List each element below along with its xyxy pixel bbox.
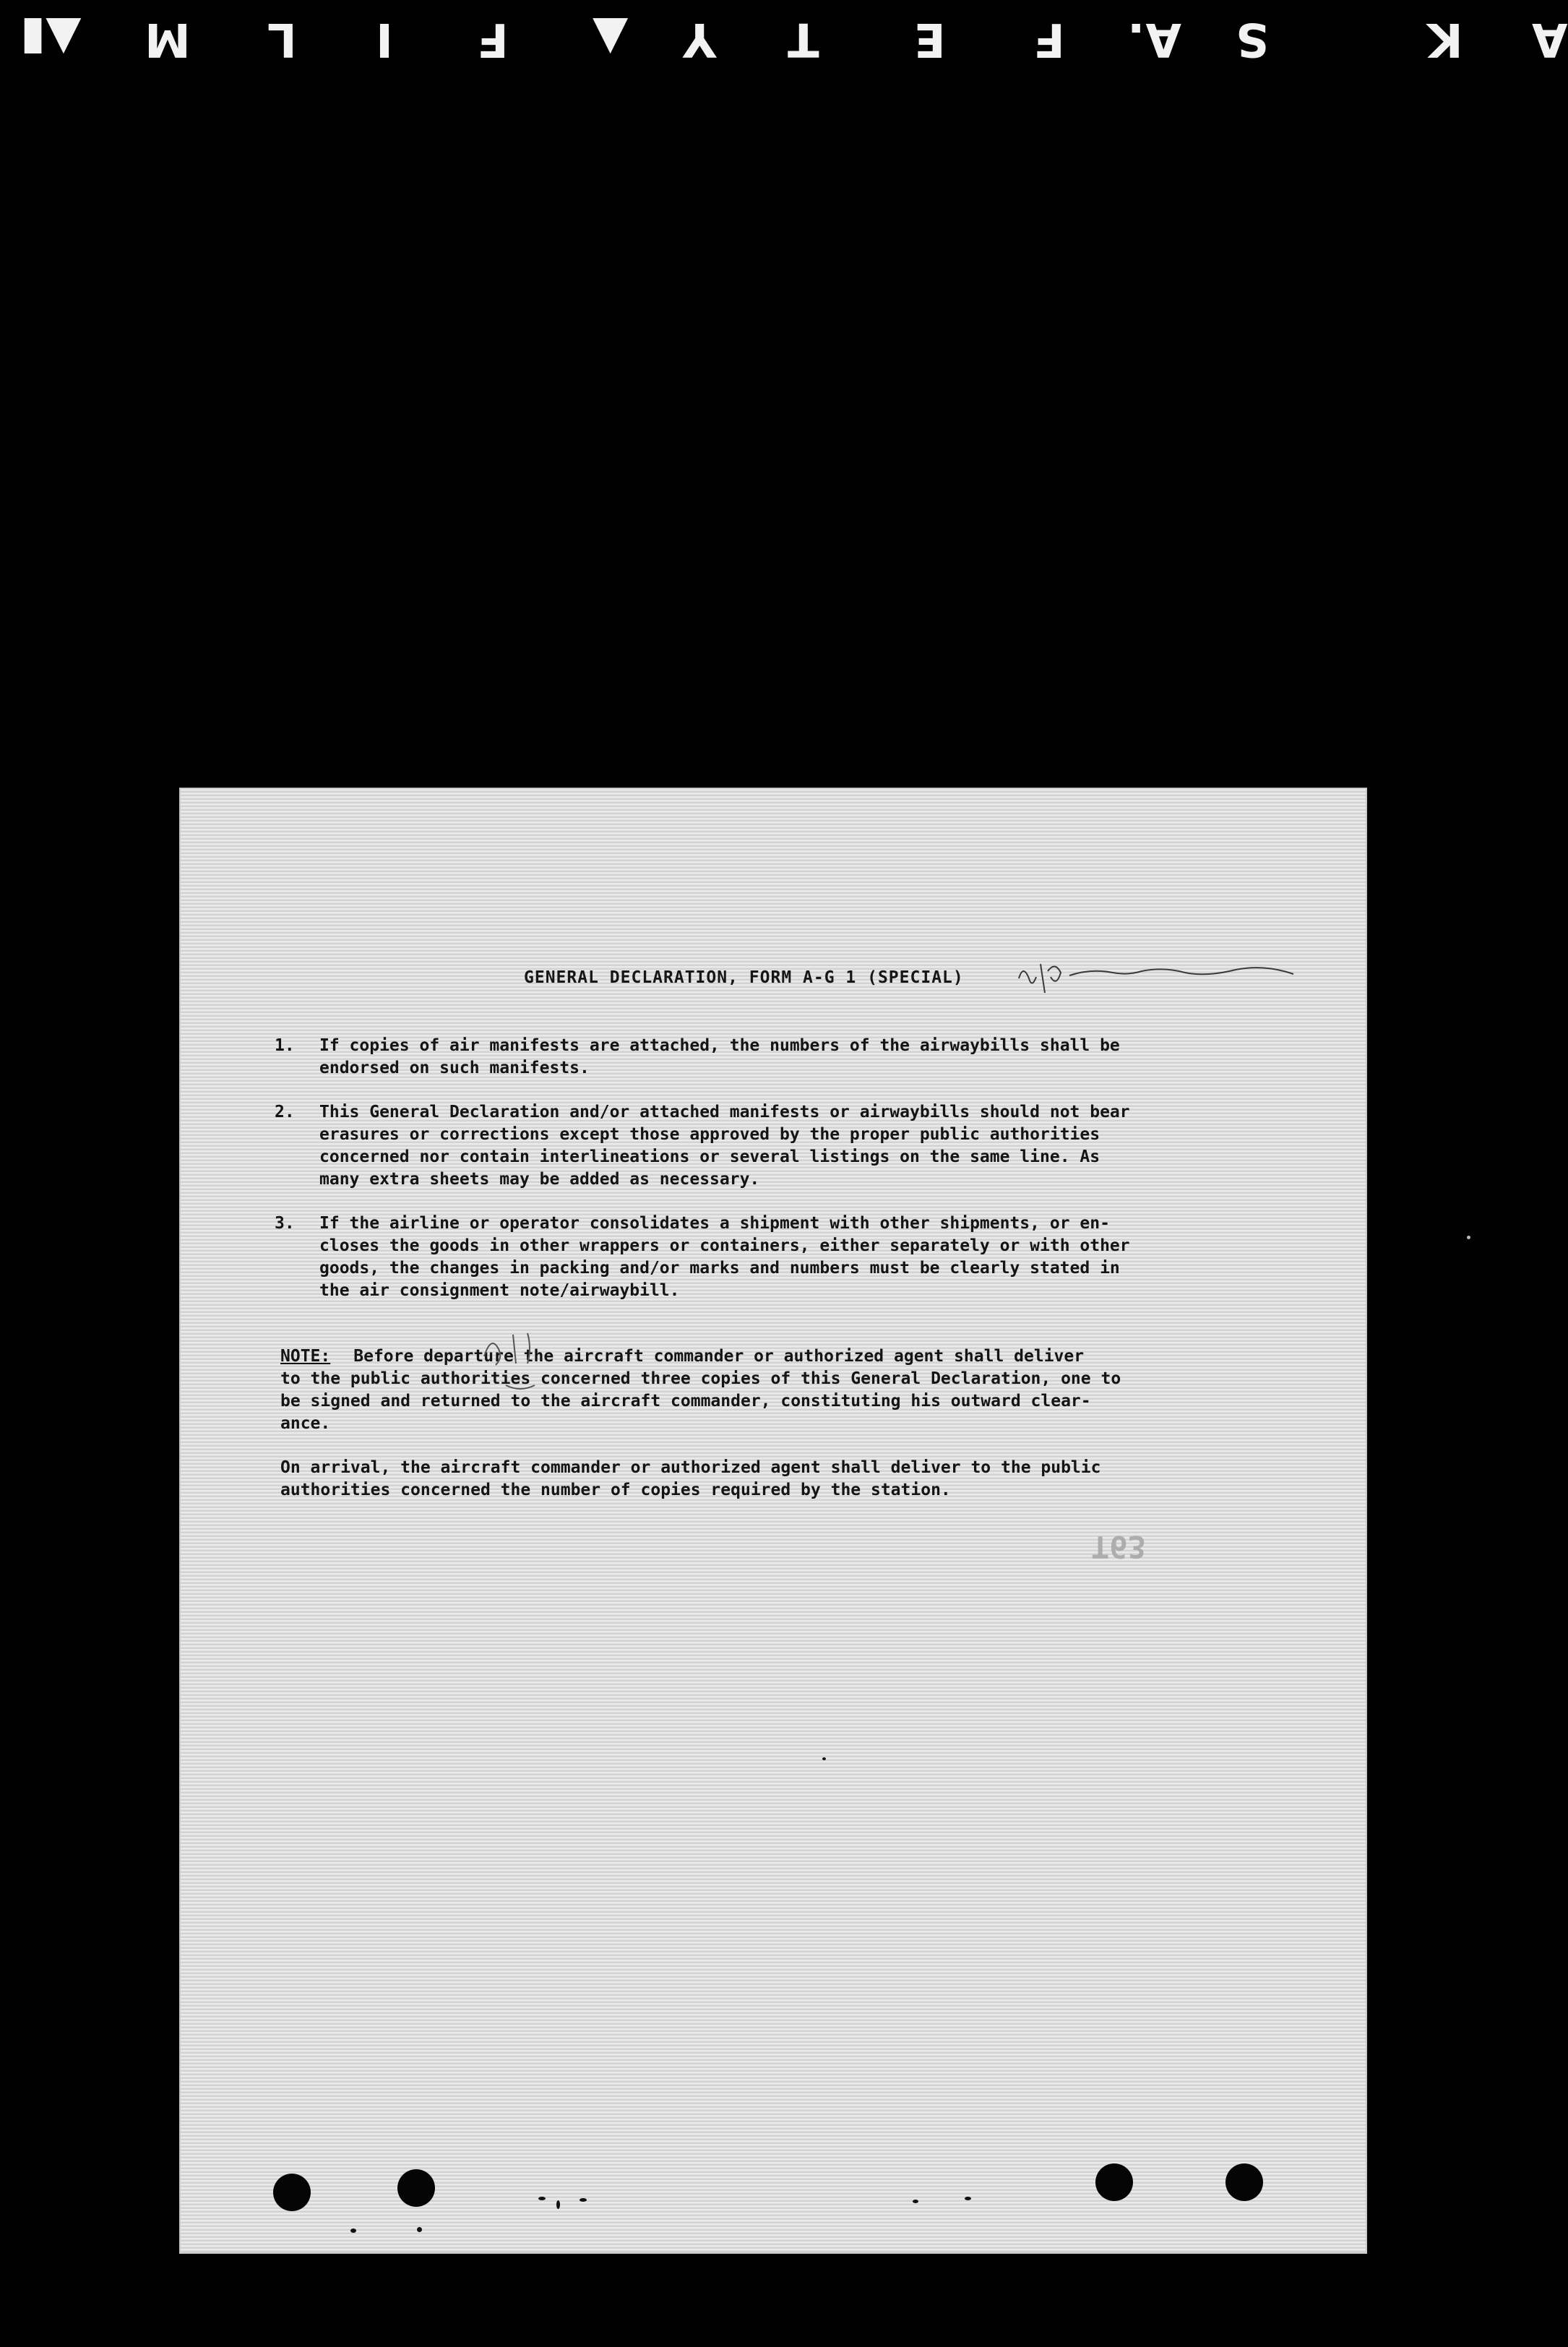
- film-mark: T: [788, 12, 819, 66]
- speck: [913, 2200, 918, 2203]
- handwritten-scribble: [462, 1327, 585, 1407]
- item-line: This General Declaration and/or attached manifests or airwaybills should not bear: [319, 1103, 1130, 1121]
- film-mark: M: [145, 12, 191, 66]
- document-title: GENERAL DECLARATION, FORM A-G 1 (SPECIAL): [524, 968, 964, 987]
- item-number: 1.: [275, 1036, 295, 1055]
- arrival-line: On arrival, the aircraft commander or authorized agent shall deliver to the public: [280, 1458, 1101, 1477]
- item-line: If the airline or operator consolidates a shipment with other shipments, or en-: [319, 1214, 1110, 1233]
- film-mark: S: [1236, 12, 1270, 66]
- note-label: NOTE:: [280, 1347, 331, 1366]
- item-line: the air consignment note/airwaybill.: [319, 1281, 680, 1300]
- film-edge-markings: [0, 0, 1568, 87]
- faint-stamp-number: T63: [1091, 1529, 1146, 1564]
- punch-hole: [397, 2169, 435, 2207]
- document-sheet: [181, 789, 1366, 2252]
- item-line: If copies of air manifests are attached, the numbers of the airwaybills shall be: [319, 1036, 1120, 1055]
- film-mark: A.: [1127, 12, 1182, 66]
- item-line: endorsed on such manifests.: [319, 1059, 590, 1077]
- speck: [350, 2228, 356, 2233]
- item-line: closes the goods in other wrappers or containers, either separately or with other: [319, 1236, 1130, 1255]
- note-line: to the public authorities concerned three copies of this General Declaration, one to: [280, 1369, 1121, 1388]
- film-mark: Y: [683, 12, 717, 66]
- speck: [965, 2197, 971, 2200]
- item-text: [319, 1213, 1309, 1302]
- handwritten-scribble: [1012, 957, 1330, 1000]
- item-line: concerned nor contain interlineations or several listings on the same line. As: [319, 1147, 1100, 1166]
- note-line: be signed and returned to the aircraft commander, constituting his outward clear-: [280, 1392, 1091, 1411]
- film-mark: A: [1532, 12, 1568, 66]
- film-mark: K: [1427, 12, 1463, 66]
- film-mark: E: [914, 12, 946, 66]
- film-mark: ▲: [593, 12, 629, 66]
- arrival-paragraph: [280, 1457, 1292, 1502]
- punch-hole: [1095, 2163, 1133, 2201]
- note-line: Before departure the aircraft commander or authorized agent shall deliver: [353, 1347, 1085, 1366]
- film-mark: F: [477, 12, 509, 66]
- speck: [822, 1757, 826, 1760]
- speck: [538, 2197, 546, 2200]
- note-paragraph: [280, 1345, 1292, 1435]
- item-text: [319, 1101, 1309, 1191]
- speck: [556, 2200, 560, 2209]
- item-number: 3.: [275, 1214, 295, 1233]
- film-mark: ▲▮: [20, 12, 82, 66]
- punch-hole: [273, 2174, 311, 2211]
- speck: [417, 2227, 422, 2232]
- film-mark: L: [267, 12, 297, 66]
- speck: [1467, 1236, 1470, 1239]
- film-mark: F: [1033, 12, 1065, 66]
- item-line: goods, the changes in packing and/or marks and numbers must be clearly stated in: [319, 1259, 1120, 1278]
- item-number: 2.: [275, 1103, 295, 1121]
- arrival-line: authorities concerned the number of copies required by the station.: [280, 1481, 951, 1499]
- item-text: [319, 1035, 1309, 1080]
- film-mark: I: [376, 12, 393, 66]
- item-line: erasures or corrections except those approved by the proper public authorities: [319, 1125, 1100, 1144]
- speck: [580, 2198, 587, 2202]
- punch-hole: [1225, 2163, 1263, 2201]
- item-line: many extra sheets may be added as necessary.: [319, 1170, 760, 1189]
- note-line: ance.: [280, 1414, 331, 1433]
